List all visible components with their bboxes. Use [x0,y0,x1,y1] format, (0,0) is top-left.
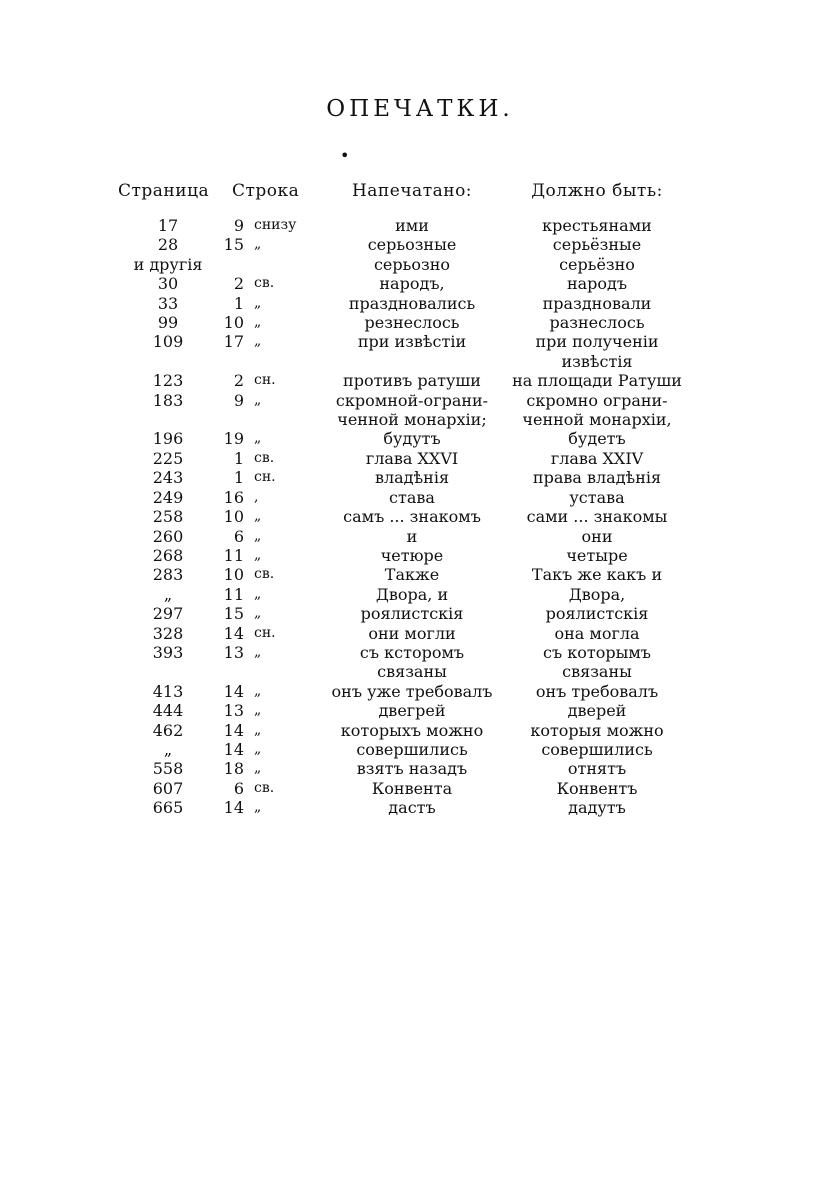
cell-line-position: „ [254,527,262,544]
cell-line-number: 10 [223,313,244,333]
cell-line-number [218,255,248,274]
cell-correct: разнеслось [549,313,645,333]
cell-page: „ [163,584,173,604]
cell-printed: роялистскія [360,604,464,624]
cell-line-position: , [254,488,259,505]
table-row [118,759,692,778]
table-row [118,585,692,604]
cell-line-position: „ [254,760,262,777]
cell-page: 607 [152,778,184,798]
cell-line-number [218,662,248,681]
cell-page: 196 [152,429,184,449]
table-row [118,643,692,662]
cell-line-position: „ [254,430,262,447]
cell-line-number [218,352,248,371]
cell-line-number [218,410,248,429]
cell-page: 268 [152,545,184,565]
cell-line-position [248,352,322,371]
cell-line-position: „ [254,702,262,719]
cell-printed: народъ, [379,274,445,294]
cell-printed: самъ ... знакомъ [343,507,481,527]
table-row [118,468,692,487]
table-row [118,429,692,448]
cell-page: „ [163,739,173,759]
cell-printed: которыхъ можно [340,720,484,740]
cell-line-number: 14 [223,720,244,740]
cell-line-number: 10 [223,507,244,527]
cell-page: 558 [152,759,184,779]
cell-page: 225 [152,448,184,468]
cell-correct: роялистскія [545,604,649,624]
table-row [118,740,692,759]
cell-line-number: 14 [223,623,244,643]
cell-line-position: „ [254,740,262,757]
cell-line-number: 14 [223,739,244,759]
cell-line-position: сн. [254,372,276,389]
cell-line-position: св. [254,779,275,796]
cell-page: 123 [152,371,184,391]
cell-printed: онъ уже требовалъ [331,681,493,701]
cell-printed: дастъ [388,798,436,818]
table-row [118,371,692,390]
table-row [118,313,692,332]
cell-correct: серьёзные [552,235,642,255]
cell-printed: серьозные [367,235,457,255]
cell-correct: совершились [541,739,653,759]
cell-line-position: св. [254,566,275,583]
cell-line-position: св. [254,275,275,292]
cell-line-position: „ [254,721,262,738]
cell-page: 260 [152,526,184,546]
cell-page: 183 [152,390,184,410]
cell-correct: ченной монархіи, [522,410,672,430]
cell-correct: народъ [566,274,628,294]
table-row [118,216,692,235]
cell-line-number: 11 [223,584,244,604]
cell-line-number: 16 [223,487,244,507]
cell-line-position: „ [254,546,262,563]
cell-line-number: 1 [233,293,244,313]
table-row [118,274,692,293]
header-printed: Напечатано: [351,181,473,201]
cell-page: 297 [152,604,184,624]
cell-correct: четыре [566,545,628,565]
table-row [118,662,692,681]
cell-line-position: снизу [254,217,297,233]
cell-page [118,662,218,681]
cell-correct: они [581,526,613,546]
cell-page: 33 [157,293,179,313]
cell-correct: Конвентъ [556,778,638,798]
cell-line-number: 15 [223,604,244,624]
cell-page [118,352,218,371]
table-row [118,352,692,371]
table-row [118,332,692,351]
cell-line-number: 6 [233,778,244,798]
decorative-dot: • [340,146,350,165]
cell-printed: глава XXVI [365,448,459,468]
cell-correct: будетъ [568,429,626,449]
cell-line-number: 19 [223,429,244,449]
cell-page: 328 [152,623,184,643]
cell-line-number: 6 [233,526,244,546]
errata-body [118,216,692,818]
cell-line-position: „ [254,314,262,331]
table-row [118,546,692,565]
cell-printed: серьозно [373,254,451,274]
cell-correct: скромно ограни- [526,390,668,410]
cell-line-position: „ [254,508,262,525]
cell-line-number: 1 [233,448,244,468]
cell-line-position: „ [254,391,262,408]
cell-correct: глава XXIV [550,448,644,468]
cell-line-position: „ [254,605,262,622]
cell-line-position [248,662,322,681]
cell-printed: скромной-ограни- [335,390,489,410]
cell-printed: владѣнія [374,468,450,488]
table-row [118,624,692,643]
cell-correct: извѣстія [561,351,633,371]
cell-printed: противъ ратуши [343,371,481,391]
cell-line-number: 2 [233,371,244,391]
cell-correct: праздновали [542,293,652,313]
cell-line-position: сн. [254,469,276,486]
cell-printed: и [406,526,418,546]
cell-page: и другія [133,254,203,274]
cell-printed: Также [384,565,440,585]
cell-printed: четюре [380,545,444,565]
cell-printed: взятъ назадъ [356,759,468,779]
cell-printed: съ ксторомъ [359,642,465,662]
cell-printed: Конвента [371,778,453,798]
cell-line-position: „ [254,294,262,311]
table-row [118,565,692,584]
cell-page: 462 [152,720,184,740]
cell-printed: резнеслось [364,313,460,333]
cell-correct: Двора, [568,584,626,604]
cell-line-position: св. [254,449,275,466]
cell-page: 444 [152,701,184,721]
cell-correct: серьёзно [559,254,635,274]
cell-line-position: „ [254,682,262,699]
table-row [118,798,692,817]
cell-line-position [248,410,322,429]
cell-correct: сами ... знакомы [526,507,668,527]
cell-printed: праздновались [348,293,476,313]
table-row [118,682,692,701]
cell-page: 17 [157,216,179,235]
cell-printed: совершились [356,739,468,759]
cell-line-number: 10 [223,565,244,585]
page-title: ОПЕЧАТКИ. [326,96,514,122]
cell-page: 258 [152,507,184,527]
cell-printed: связаны [377,662,447,682]
cell-printed: ченной монархіи; [337,410,487,430]
cell-page: 99 [157,313,179,333]
cell-page: 283 [152,565,184,585]
header-row [118,178,692,216]
cell-page: 243 [152,468,184,488]
cell-line-position: „ [254,236,262,253]
table-row [118,449,692,468]
table-row [118,507,692,526]
table-row [118,527,692,546]
cell-printed: будутъ [383,429,441,449]
cell-line-number: 13 [223,642,244,662]
cell-page: 249 [152,487,184,507]
cell-printed [322,352,502,371]
cell-line-number: 14 [223,798,244,818]
table-row [118,779,692,798]
cell-line-position: „ [254,799,262,816]
cell-line-number: 14 [223,681,244,701]
cell-page [118,410,218,429]
cell-line-position: „ [254,585,262,602]
cell-correct: устава [569,487,625,507]
cell-line-position [248,255,322,274]
cell-line-number: 18 [223,759,244,779]
header-line: Строка [232,181,300,201]
cell-correct: отнятъ [567,759,627,779]
table-row [118,721,692,740]
cell-page: 30 [157,274,179,294]
table-row [118,701,692,720]
cell-line-position: „ [254,643,262,660]
cell-line-position: „ [254,333,262,350]
cell-printed: двегрей [378,701,446,721]
cell-line-number: 1 [233,468,244,488]
header-page: Страница [118,181,210,201]
cell-printed: при извѣстіи [357,332,467,352]
cell-line-number: 11 [223,545,244,565]
table-row [118,294,692,313]
cell-correct: съ которымъ [543,642,651,662]
cell-line-number: 17 [223,332,244,352]
cell-page: 413 [152,681,184,701]
cell-printed: Двора, и [375,584,449,604]
cell-correct: крестьянами [542,216,652,235]
cell-correct: она могла [554,623,640,643]
cell-page: 393 [152,642,184,662]
cell-correct: которыя можно [530,720,664,740]
table-row [118,255,692,274]
table-row [118,235,692,254]
cell-page: 109 [152,332,184,352]
errata-table [118,178,692,818]
cell-line-number: 15 [223,235,244,255]
cell-correct: при полученіи [535,332,659,352]
header-correct: Должно быть: [531,181,663,201]
cell-printed: ими [395,216,429,235]
cell-printed: они могли [368,623,456,643]
cell-correct: дверей [567,701,627,721]
cell-line-number: 9 [233,390,244,410]
cell-page: 665 [152,798,184,818]
table-row [118,410,692,429]
table-row [118,488,692,507]
cell-page: 28 [157,235,179,255]
cell-correct: онъ требовалъ [535,681,659,701]
cell-line-number: 2 [233,274,244,294]
cell-correct: на площади Ратуши [512,371,682,391]
table-row [118,391,692,410]
cell-line-number: 13 [223,701,244,721]
cell-line-position: сн. [254,624,276,641]
cell-line-number: 9 [233,216,244,235]
cell-printed: става [389,487,435,507]
table-row [118,604,692,623]
cell-correct: права владѣнія [532,468,662,488]
cell-correct: Такъ же какъ и [531,565,663,585]
cell-correct: связаны [562,662,632,682]
cell-correct: дадутъ [568,798,626,818]
